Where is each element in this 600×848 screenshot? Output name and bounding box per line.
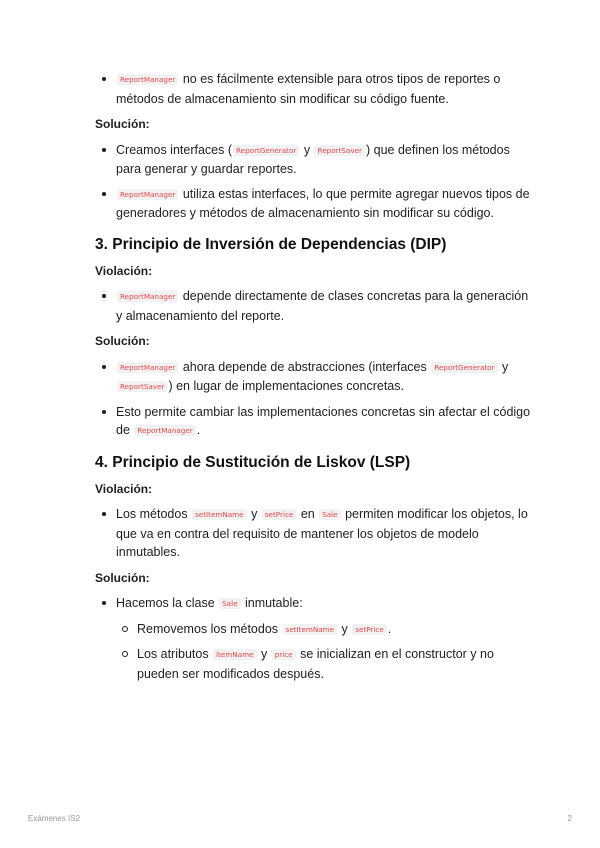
inline-code: ReportGenerator bbox=[431, 362, 497, 373]
list-item bbox=[95, 403, 535, 441]
list-item bbox=[95, 505, 535, 562]
list-item bbox=[95, 185, 535, 223]
list-item-text: ) en lugar de implementaciones concretas. bbox=[168, 379, 404, 393]
inline-code: ReportManager bbox=[117, 74, 178, 85]
list-item bbox=[95, 287, 535, 325]
list-item-text: Los métodos bbox=[116, 507, 192, 521]
solution-label: Solución: bbox=[95, 570, 150, 585]
inline-code: price bbox=[272, 649, 296, 660]
section-heading-lsp: 4. Principio de Sustitución de Liskov (LSP) bbox=[95, 453, 411, 471]
inline-code: setPrice bbox=[352, 624, 387, 635]
s4-solution-list bbox=[95, 594, 535, 683]
inline-code: ReportSaver bbox=[315, 145, 365, 156]
violation-label: Violación: bbox=[95, 481, 153, 496]
list-item-text: Los atributos bbox=[137, 647, 213, 661]
s2-intro-list bbox=[95, 70, 535, 108]
list-item-text: ahora depende de abstracciones (interfaces bbox=[179, 359, 431, 374]
inline-code: itemName bbox=[213, 649, 256, 660]
inline-code: Sale bbox=[319, 509, 340, 520]
sub-list-item bbox=[116, 620, 535, 640]
list-item bbox=[95, 141, 535, 179]
list-item-text: inmutable: bbox=[241, 596, 303, 610]
list-item-text: no es fácilmente extensible para otros tipos de reportes o métodos de almacenamiento sin modificar su código fuente. bbox=[116, 72, 501, 106]
violation-label: Violación: bbox=[95, 263, 153, 278]
inline-code: ReportManager bbox=[134, 425, 195, 436]
s2-solution-list bbox=[95, 141, 535, 223]
list-item-text: Creamos interfaces ( bbox=[116, 142, 233, 157]
list-item bbox=[95, 594, 535, 683]
solution-label: Solución: bbox=[95, 334, 150, 348]
inline-code: ReportManager bbox=[117, 362, 178, 373]
list-item-text: depende directamente de clases concretas para la generación y almacenamiento del reporte. bbox=[116, 289, 529, 323]
page-number: 2 bbox=[567, 814, 572, 823]
footer-title: Exámenes IS2 bbox=[28, 814, 81, 823]
list-item-text: Hacemos la clase bbox=[116, 596, 219, 610]
list-item-text: en bbox=[297, 507, 319, 521]
list-item-text: utiliza estas interfaces, lo que permite agregar nuevos tipos de generadores y métodos de almacenamiento sin modificar su código. bbox=[116, 186, 530, 220]
inline-code: setItemName bbox=[283, 624, 338, 635]
list-item-text: . bbox=[387, 621, 392, 636]
inline-code: ReportSaver bbox=[117, 381, 167, 392]
sub-list-item bbox=[116, 645, 535, 683]
list-item-text: ) que definen los métodos para generar y guardar reportes. bbox=[116, 142, 510, 176]
list-item-text: se inicializan en el constructor y no pueden ser modificados después. bbox=[137, 647, 494, 681]
list-item-text: y bbox=[498, 359, 509, 374]
inline-code: setPrice bbox=[262, 509, 297, 520]
s3-violation-list bbox=[95, 287, 535, 325]
inline-code: setItemName bbox=[192, 509, 247, 520]
inline-code: ReportManager bbox=[117, 189, 178, 200]
list-item-text: y bbox=[300, 142, 314, 157]
inline-code: Sale bbox=[219, 598, 240, 609]
list-item-text: y bbox=[338, 621, 352, 636]
inline-code: ReportManager bbox=[117, 291, 178, 302]
list-item bbox=[95, 70, 535, 108]
list-item-text: y bbox=[247, 507, 261, 521]
list-item-text: Esto permite cambiar las implementaciones concretas sin afectar el código de bbox=[116, 404, 531, 437]
section-heading-dip: 3. Principio de Inversión de Dependencias (DIP) bbox=[95, 235, 447, 253]
solution-label: Solución: bbox=[95, 117, 150, 131]
s4-sub-list bbox=[116, 620, 535, 684]
s4-violation-list bbox=[95, 505, 535, 562]
list-item-text: y bbox=[257, 647, 271, 661]
inline-code: ReportGenerator bbox=[233, 145, 299, 156]
s3-solution-list bbox=[95, 358, 535, 441]
list-item-text: permiten modificar los objetos, lo que va en contra del requisito de mantener los objetos de modelo inmutables. bbox=[116, 507, 528, 559]
list-item-text: Removemos los métodos bbox=[137, 621, 282, 636]
list-item bbox=[95, 358, 535, 397]
list-item-text: . bbox=[196, 423, 201, 437]
document-body bbox=[95, 70, 535, 683]
